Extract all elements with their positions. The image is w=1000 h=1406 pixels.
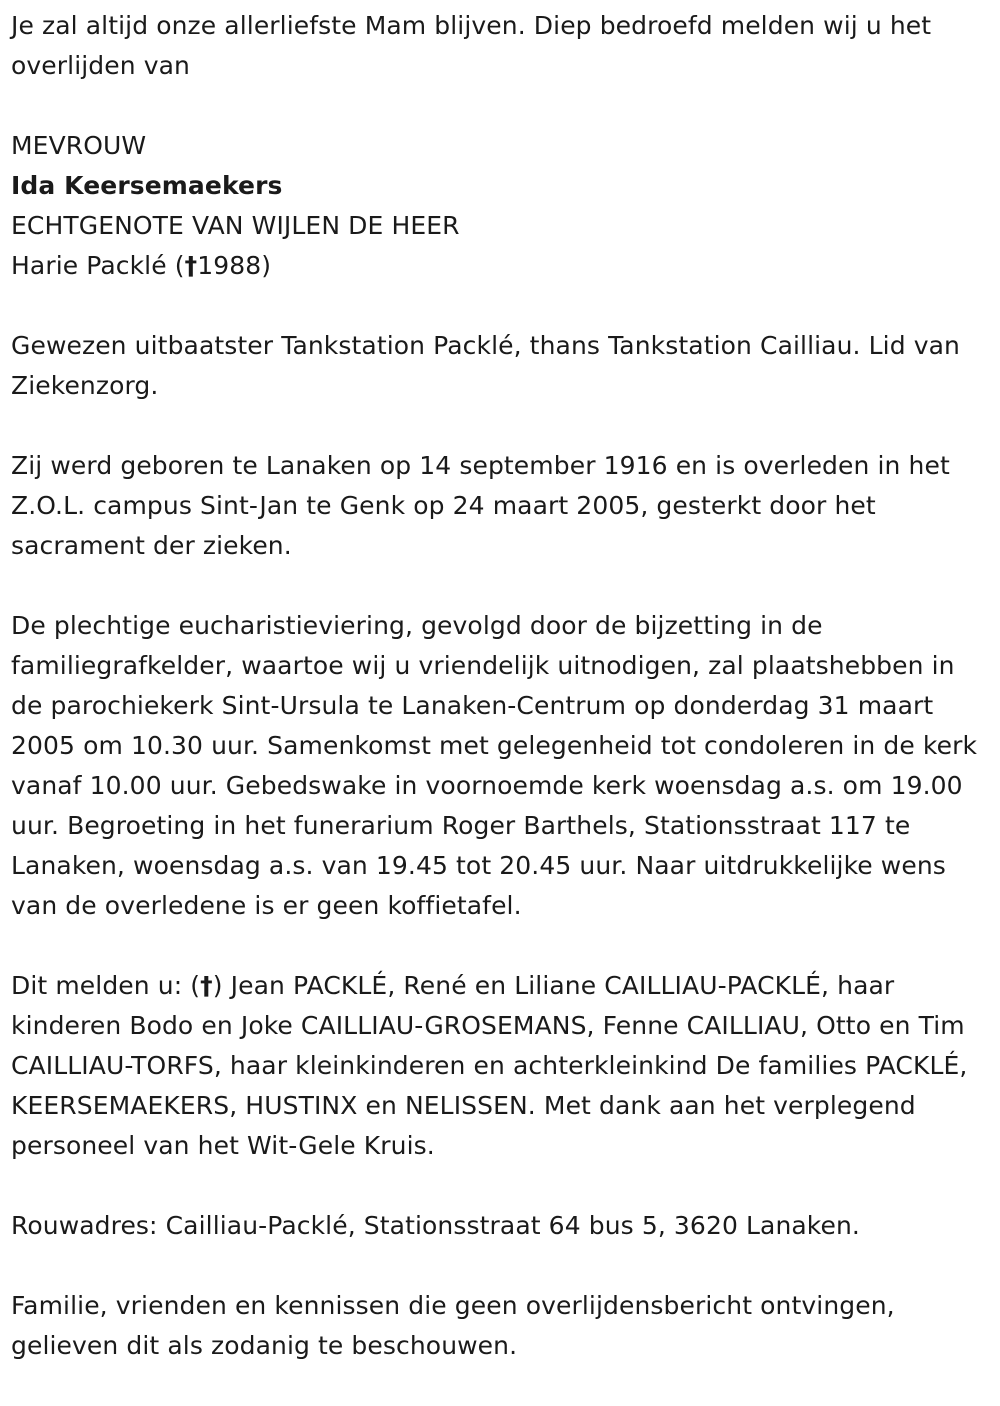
spacer	[11, 566, 990, 606]
family-members: ) Jean PACKLÉ, René en Liliane CAILLIAU-PACKLÉ, haar kinderen Bodo en Joke CAILLIAU-GROSEMANS, Fenne CAILLIAU, Otto en Tim CAILLIAU-TORFS, haar kleinkinderen en achterkleinkind De families PACKLÉ, KEERSEMAEKERS, HUSTINX en NELISSEN. Met dank aan het verplegend personeel van het Wit-Gele Kruis.	[11, 971, 968, 1160]
spouse-death-year: 1988	[197, 251, 262, 280]
spouse-relation: ECHTGENOTE VAN WIJLEN DE HEER	[11, 211, 460, 240]
mourning-address: Rouwadres: Cailliau-Packlé, Stationsstraat 64 bus 5, 3620 Lanaken.	[11, 1211, 860, 1240]
deceased-name: Ida Keersemaekers	[11, 171, 283, 200]
occupation-text: Gewezen uitbaatster Tankstation Packlé, thans Tankstation Cailliau. Lid van Ziekenzorg.	[11, 331, 960, 400]
family-text	[11, 966, 990, 1166]
cross-icon: †	[200, 971, 213, 1000]
intro-text: Je zal altijd onze allerliefste Mam blijven. Diep bedroefd melden wij u het overlijden van	[11, 11, 932, 80]
spacer	[11, 1246, 990, 1286]
spacer	[11, 926, 990, 966]
birth-death-text: Zij werd geboren te Lanaken op 14 september 1916 en is overleden in het Z.O.L. campus Sint-Jan te Genk op 24 maart 2005, gesterkt door het sacrament der zieken.	[11, 451, 950, 560]
title-mevrouw: MEVROUW	[11, 131, 147, 160]
spouse-line	[11, 246, 990, 286]
spacer	[11, 406, 990, 446]
family-prefix: Dit melden u: (	[11, 971, 201, 1000]
ceremony-text: De plechtige eucharistieviering, gevolgd door de bijzetting in de familiegrafkelder, waartoe wij u vriendelijk uitnodigen, zal plaatshebben in de parochiekerk Sint-Ursula te Lanaken-Centrum op donderdag 31 maart 2005 om 10.30 uur. Samenkomst met gelegenheid tot condoleren in de kerk vanaf 10.00 uur. Gebedswake in voornoemde kerk woensdag a.s. om 19.00 uur. Begroeting in het funerarium Roger Barthels, Stationsstraat 117 te Lanaken, woensdag a.s. van 19.45 tot 20.45 uur. Naar uitdrukkelijke wens van de overledene is er geen koffietafel.	[11, 611, 978, 920]
spacer	[11, 286, 990, 326]
spacer	[11, 86, 990, 126]
spouse-paren-close: )	[261, 251, 272, 280]
spouse-name: Harie Packlé	[11, 251, 167, 280]
spouse-paren-open: (	[174, 251, 185, 280]
spacer	[11, 1166, 990, 1206]
cross-icon: †	[184, 251, 198, 280]
closing-text: Familie, vrienden en kennissen die geen overlijdensbericht ontvingen, gelieven dit als zodanig te beschouwen.	[11, 1291, 895, 1360]
